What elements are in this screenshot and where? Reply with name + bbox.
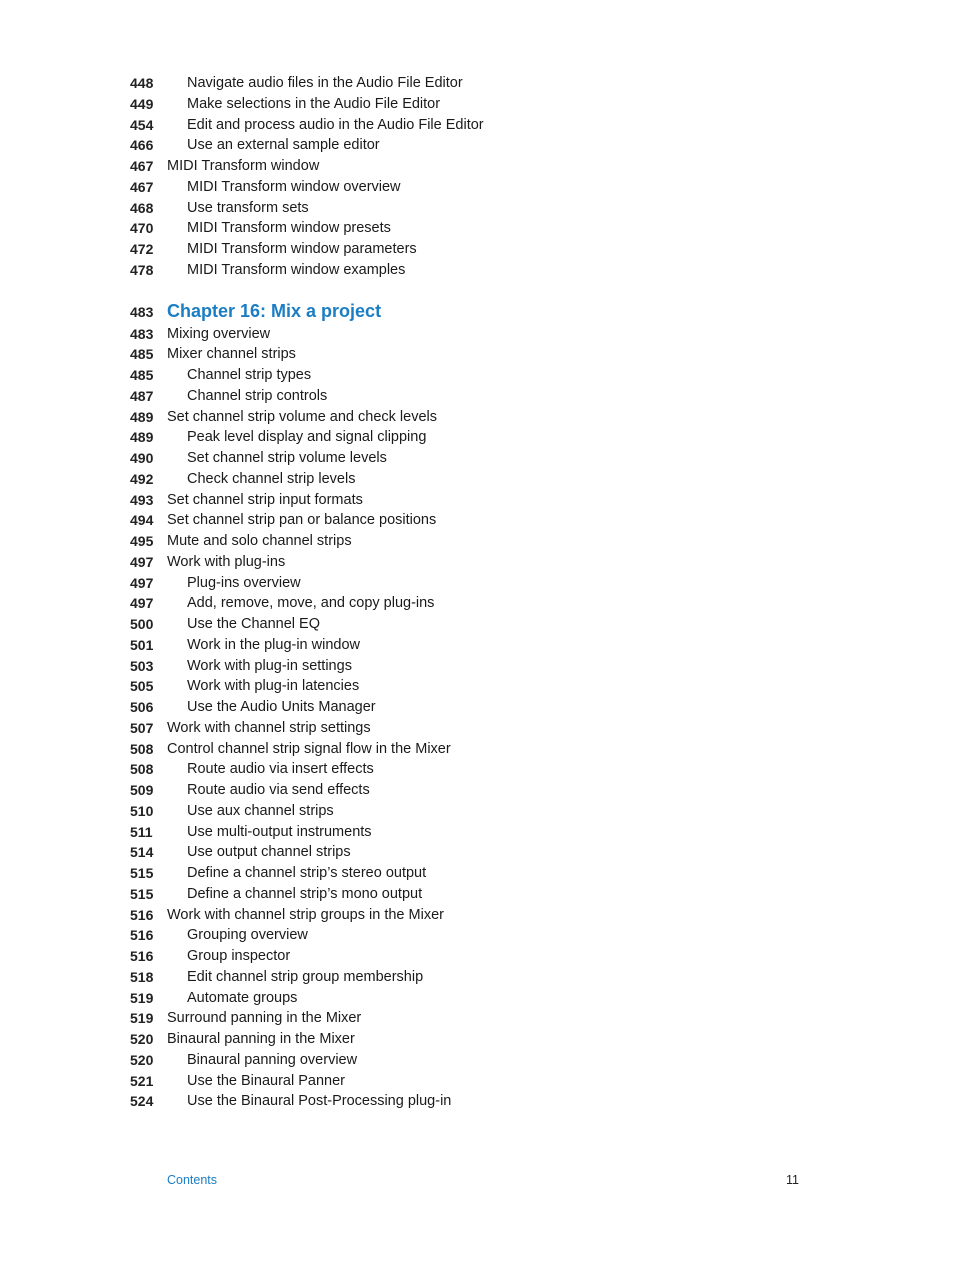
toc-entry[interactable] <box>0 573 954 594</box>
toc-entry-title[interactable]: Work in the plug-in window <box>187 636 361 653</box>
toc-page-number: 510 <box>130 802 154 819</box>
toc-entry[interactable] <box>0 94 954 115</box>
toc-page-number: 449 <box>130 95 154 112</box>
toc-entry-title[interactable]: Plug-ins overview <box>187 574 301 591</box>
toc-entry-title[interactable]: Use the Audio Units Manager <box>187 699 376 715</box>
toc-page-number: 506 <box>130 699 154 715</box>
toc-entry[interactable] <box>0 218 954 239</box>
toc-entry[interactable] <box>0 1008 954 1029</box>
toc-entry-title[interactable]: Use the Binaural Post-Processing plug-in <box>187 1093 452 1110</box>
toc-entry-title[interactable]: MIDI Transform window presets <box>187 220 391 237</box>
toc-entry[interactable] <box>0 1050 954 1071</box>
toc-entry-title[interactable]: MIDI Transform window parameters <box>187 241 417 257</box>
chapter-heading[interactable] <box>0 299 954 323</box>
toc-entry[interactable] <box>0 884 954 905</box>
toc-entry[interactable] <box>0 177 954 198</box>
toc-entry-title[interactable]: Work with plug-in latencies <box>187 678 360 695</box>
toc-entry-title[interactable]: Use aux channel strips <box>187 802 334 819</box>
toc-entry-title[interactable]: MIDI Transform window examples <box>187 261 406 278</box>
toc-page-number: 495 <box>130 533 154 549</box>
toc-entry-title[interactable]: Channel strip types <box>187 367 312 383</box>
toc-page-number: 492 <box>130 470 154 487</box>
toc-entry[interactable] <box>0 386 954 407</box>
toc-entry-title[interactable]: Set channel strip volume levels <box>187 450 387 466</box>
toc-page-number: 490 <box>130 450 154 466</box>
toc-entry[interactable] <box>0 198 954 219</box>
toc-entry-title[interactable]: Mixing overview <box>167 325 271 342</box>
toc-entry-title[interactable]: Set channel strip input formats <box>167 491 363 508</box>
toc-entry-title[interactable]: Use multi-output instruments <box>187 823 372 840</box>
toc-page-number: 515 <box>130 865 154 881</box>
toc-page-number: 478 <box>130 261 154 278</box>
toc-entry[interactable] <box>0 1071 954 1092</box>
toc-entry[interactable] <box>0 842 954 863</box>
chapter-page-number: 483 <box>130 303 154 320</box>
toc-entry-title[interactable]: Use the Channel EQ <box>187 616 320 632</box>
toc-page-number: 516 <box>130 927 154 944</box>
toc-entry[interactable] <box>0 656 954 677</box>
toc-page-number: 487 <box>130 387 154 404</box>
toc-entry[interactable] <box>0 239 954 260</box>
toc-entry[interactable] <box>0 73 954 94</box>
toc-entry[interactable] <box>0 156 954 177</box>
toc-entry-title[interactable]: Route audio via send effects <box>187 782 370 798</box>
toc-page-number: 519 <box>130 989 154 1006</box>
toc-page-number: 508 <box>130 740 154 757</box>
toc-entry-title[interactable]: Check channel strip levels <box>187 470 356 487</box>
toc-page-number: 468 <box>130 199 154 216</box>
toc-entry-title[interactable]: MIDI Transform window <box>167 158 320 174</box>
toc-entry[interactable] <box>0 718 954 739</box>
toc-entry[interactable] <box>0 344 954 365</box>
toc-entry-title[interactable]: Peak level display and signal clipping <box>187 429 427 446</box>
footer-contents-link[interactable]: Contents <box>167 1173 218 1187</box>
toc-entry[interactable] <box>0 1029 954 1050</box>
toc-entry[interactable] <box>0 260 954 281</box>
toc-page-number: 497 <box>130 553 154 570</box>
toc-entry[interactable] <box>0 427 954 448</box>
toc-page-number: 472 <box>130 241 154 257</box>
toc-entry[interactable] <box>0 863 954 884</box>
toc-entry[interactable] <box>0 905 954 926</box>
toc-entry[interactable] <box>0 510 954 531</box>
toc-page-number: 509 <box>130 782 154 798</box>
toc-page-number: 524 <box>130 1093 154 1110</box>
toc-page-number: 493 <box>130 491 154 508</box>
toc-entry-title[interactable]: Surround panning in the Mixer <box>167 1010 362 1027</box>
toc-entry[interactable] <box>0 635 954 656</box>
toc-page-number: 511 <box>130 823 153 840</box>
toc-page-number: 520 <box>130 1031 154 1047</box>
toc-entry-title[interactable]: MIDI Transform window overview <box>187 178 401 195</box>
toc-page-number: 516 <box>130 948 154 964</box>
toc-page-number: 501 <box>130 636 154 653</box>
toc-page-number: 497 <box>130 574 154 591</box>
toc-entry-title[interactable]: Use an external sample editor <box>187 137 380 154</box>
toc-entry-title[interactable]: Binaural panning overview <box>187 1051 358 1068</box>
toc-entry[interactable] <box>0 614 954 635</box>
toc-entry-title[interactable]: Make selections in the Audio File Editor <box>187 95 441 112</box>
toc-entry-title[interactable]: Edit and process audio in the Audio File Editor <box>187 116 484 133</box>
toc-page-number: 505 <box>130 678 154 695</box>
toc-page-number: 483 <box>130 325 154 342</box>
toc-entry-title[interactable]: Control channel strip signal flow in the Mixer <box>167 740 451 757</box>
toc-entry-title[interactable]: Group inspector <box>187 948 291 964</box>
toc-entry[interactable] <box>0 801 954 822</box>
toc-entry-title[interactable]: Add, remove, move, and copy plug-ins <box>187 595 435 612</box>
table-of-contents <box>0 73 954 1112</box>
toc-entry-title[interactable]: Use transform sets <box>187 199 309 216</box>
toc-entry[interactable] <box>0 324 954 345</box>
toc-page-number: 466 <box>130 137 154 154</box>
toc-entry-title[interactable]: Use output channel strips <box>187 844 351 861</box>
toc-entry[interactable] <box>0 925 954 946</box>
toc-entry[interactable] <box>0 697 954 718</box>
toc-entry[interactable] <box>0 490 954 511</box>
toc-entry[interactable] <box>0 365 954 386</box>
toc-entry-title[interactable]: Work with channel strip groups in the Mixer <box>167 906 444 923</box>
toc-entry-title[interactable]: Automate groups <box>187 989 298 1006</box>
toc-page-number: 520 <box>130 1051 154 1068</box>
toc-page-number: 497 <box>130 595 154 612</box>
toc-entry-title[interactable]: Navigate audio files in the Audio File Editor <box>187 75 463 91</box>
toc-entry[interactable] <box>0 988 954 1009</box>
toc-entry-title[interactable]: Define a channel strip’s mono output <box>187 885 423 902</box>
toc-page-number: 521 <box>130 1072 154 1089</box>
toc-entry-title[interactable]: Grouping overview <box>187 927 308 944</box>
toc-page-number: 467 <box>130 178 154 195</box>
toc-page-number: 494 <box>130 512 154 529</box>
toc-page-number: 448 <box>130 75 154 91</box>
toc-entry[interactable] <box>0 946 954 967</box>
toc-entry[interactable] <box>0 780 954 801</box>
toc-entry[interactable] <box>0 448 954 469</box>
toc-entry[interactable] <box>0 407 954 428</box>
toc-entry-title[interactable]: Define a channel strip’s stereo output <box>187 865 427 881</box>
toc-entry-title[interactable]: Channel strip controls <box>187 387 328 404</box>
toc-entry[interactable] <box>0 822 954 843</box>
toc-page-number: 503 <box>130 657 154 674</box>
toc-page-number: 489 <box>130 408 154 425</box>
toc-entry[interactable] <box>0 739 954 760</box>
toc-entry-title[interactable]: Work with channel strip settings <box>167 719 371 736</box>
toc-entry[interactable] <box>0 759 954 780</box>
toc-page-number: 516 <box>130 906 154 923</box>
chapter-title[interactable]: Chapter 16: Mix a project <box>167 300 382 321</box>
toc-entry-title[interactable]: Mute and solo channel strips <box>167 533 352 549</box>
toc-entry-title[interactable]: Binaural panning in the Mixer <box>167 1031 355 1047</box>
toc-entry[interactable] <box>0 531 954 552</box>
toc-entry-title[interactable]: Work with plug-in settings <box>187 657 352 674</box>
footer-page-number: 11 <box>786 1173 799 1187</box>
toc-page-number: 470 <box>130 220 154 237</box>
toc-page-number: 485 <box>130 367 154 383</box>
toc-page-number: 485 <box>130 346 154 363</box>
toc-page-number: 515 <box>130 885 154 902</box>
toc-page-number: 508 <box>130 761 154 778</box>
toc-page-number: 519 <box>130 1010 154 1027</box>
toc-entry-title[interactable]: Use the Binaural Panner <box>187 1072 345 1089</box>
toc-page-number: 518 <box>130 968 154 985</box>
toc-entry-title[interactable]: Edit channel strip group membership <box>187 968 424 985</box>
toc-page-number: 507 <box>130 719 154 736</box>
toc-entry-title[interactable]: Route audio via insert effects <box>187 761 374 778</box>
toc-entry[interactable] <box>0 135 954 156</box>
toc-entry[interactable] <box>0 115 954 136</box>
toc-entry[interactable] <box>0 593 954 614</box>
toc-entry-title[interactable]: Mixer channel strips <box>167 346 296 363</box>
toc-entry-title[interactable]: Set channel strip pan or balance positions <box>167 512 437 529</box>
toc-entry[interactable] <box>0 967 954 988</box>
toc-page-number: 454 <box>130 116 154 133</box>
toc-page-number: 500 <box>130 616 154 632</box>
toc-entry[interactable] <box>0 676 954 697</box>
toc-page-number: 489 <box>130 429 154 446</box>
toc-entry-title[interactable]: Set channel strip volume and check levels <box>167 408 438 425</box>
toc-page-number: 467 <box>130 158 154 174</box>
toc-page-number: 514 <box>130 844 154 861</box>
toc-entry-title[interactable]: Work with plug-ins <box>167 553 286 570</box>
toc-entry[interactable] <box>0 552 954 573</box>
toc-entry[interactable] <box>0 469 954 490</box>
toc-entry[interactable] <box>0 1091 954 1112</box>
